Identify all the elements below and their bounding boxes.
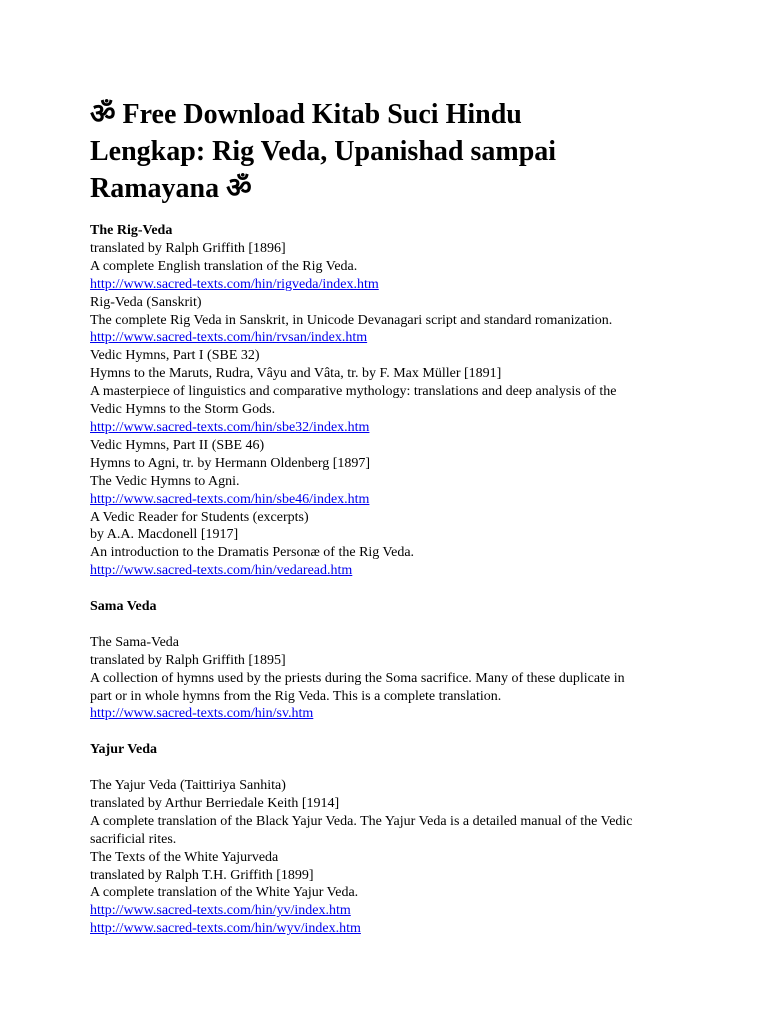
text-line: The Texts of the White Yajurveda — [90, 849, 279, 865]
link-sbe32[interactable]: http://www.sacred-texts.com/hin/sbe32/index.htm — [90, 419, 370, 435]
document-page — [90, 96, 690, 938]
text-line: Vedic Hymns, Part I (SBE 32) — [90, 348, 260, 364]
section-heading-yajur-veda: Yajur Veda — [90, 742, 158, 758]
title-line-2: Lengkap: Rig Veda, Upanishad sampai — [90, 136, 557, 167]
text-line: part or in whole hymns from the Rig Veda. This is a complete translation. — [90, 688, 502, 704]
text-line: A complete translation of the Black Yajur Veda. The Yajur Veda is a detailed manual of the Vedic — [90, 813, 633, 829]
text-line: translated by Ralph Griffith [1895] — [90, 652, 286, 668]
text-line: sacrificial rites. — [90, 831, 177, 847]
text-line: translated by Ralph Griffith [1896] — [90, 240, 286, 256]
link-sv[interactable]: http://www.sacred-texts.com/hin/sv.htm — [90, 706, 314, 722]
link-vedaread[interactable]: http://www.sacred-texts.com/hin/vedaread.htm — [90, 563, 353, 579]
link-rvsan[interactable]: http://www.sacred-texts.com/hin/rvsan/index.htm — [90, 330, 368, 346]
text-line: A Vedic Reader for Students (excerpts) — [90, 509, 309, 525]
link-rigveda[interactable]: http://www.sacred-texts.com/hin/rigveda/index.htm — [90, 276, 379, 292]
text-line: Vedic Hymns, Part II (SBE 46) — [90, 437, 265, 453]
section-yajur-veda — [90, 741, 690, 938]
text-line: Hymns to Agni, tr. by Hermann Oldenberg [1897] — [90, 455, 371, 471]
text-line: Vedic Hymns to the Storm Gods. — [90, 402, 276, 418]
page-title — [90, 96, 690, 207]
text-line: A collection of hymns used by the priests during the Soma sacrifice. Many of these duplicate in — [90, 670, 625, 686]
text-line: Rig-Veda (Sanskrit) — [90, 294, 202, 310]
title-line-1: ॐ Free Download Kitab Suci Hindu — [90, 99, 522, 130]
text-line: A masterpiece of linguistics and comparative mythology: translations and deep analysis of the — [90, 384, 617, 400]
text-line: by A.A. Macdonell [1917] — [90, 527, 239, 543]
text-line: An introduction to the Dramatis Personæ of the Rig Veda. — [90, 545, 415, 561]
link-sbe46[interactable]: http://www.sacred-texts.com/hin/sbe46/index.htm — [90, 491, 370, 507]
section-heading-sama-veda: Sama Veda — [90, 599, 157, 615]
title-line-3: Ramayana ॐ — [90, 173, 252, 204]
section-rig-veda — [90, 222, 690, 580]
section-sama-veda — [90, 598, 690, 723]
text-line: The Yajur Veda (Taittiriya Sanhita) — [90, 778, 286, 794]
link-wyv[interactable]: http://www.sacred-texts.com/hin/wyv/index.htm — [90, 921, 361, 937]
link-yv[interactable]: http://www.sacred-texts.com/hin/yv/index.htm — [90, 903, 351, 919]
text-line: The Vedic Hymns to Agni. — [90, 473, 240, 489]
text-line: The complete Rig Veda in Sanskrit, in Unicode Devanagari script and standard romanization. — [90, 312, 613, 328]
text-line: A complete English translation of the Rig Veda. — [90, 258, 358, 274]
text-line: translated by Ralph T.H. Griffith [1899] — [90, 867, 314, 883]
section-heading-rig-veda: The Rig-Veda — [90, 223, 173, 238]
text-line: translated by Arthur Berriedale Keith [1914] — [90, 795, 340, 811]
text-line: Hymns to the Maruts, Rudra, Vâyu and Vâta, tr. by F. Max Müller [1891] — [90, 366, 502, 382]
text-line: A complete translation of the White Yajur Veda. — [90, 885, 359, 901]
text-line: The Sama-Veda — [90, 634, 180, 650]
